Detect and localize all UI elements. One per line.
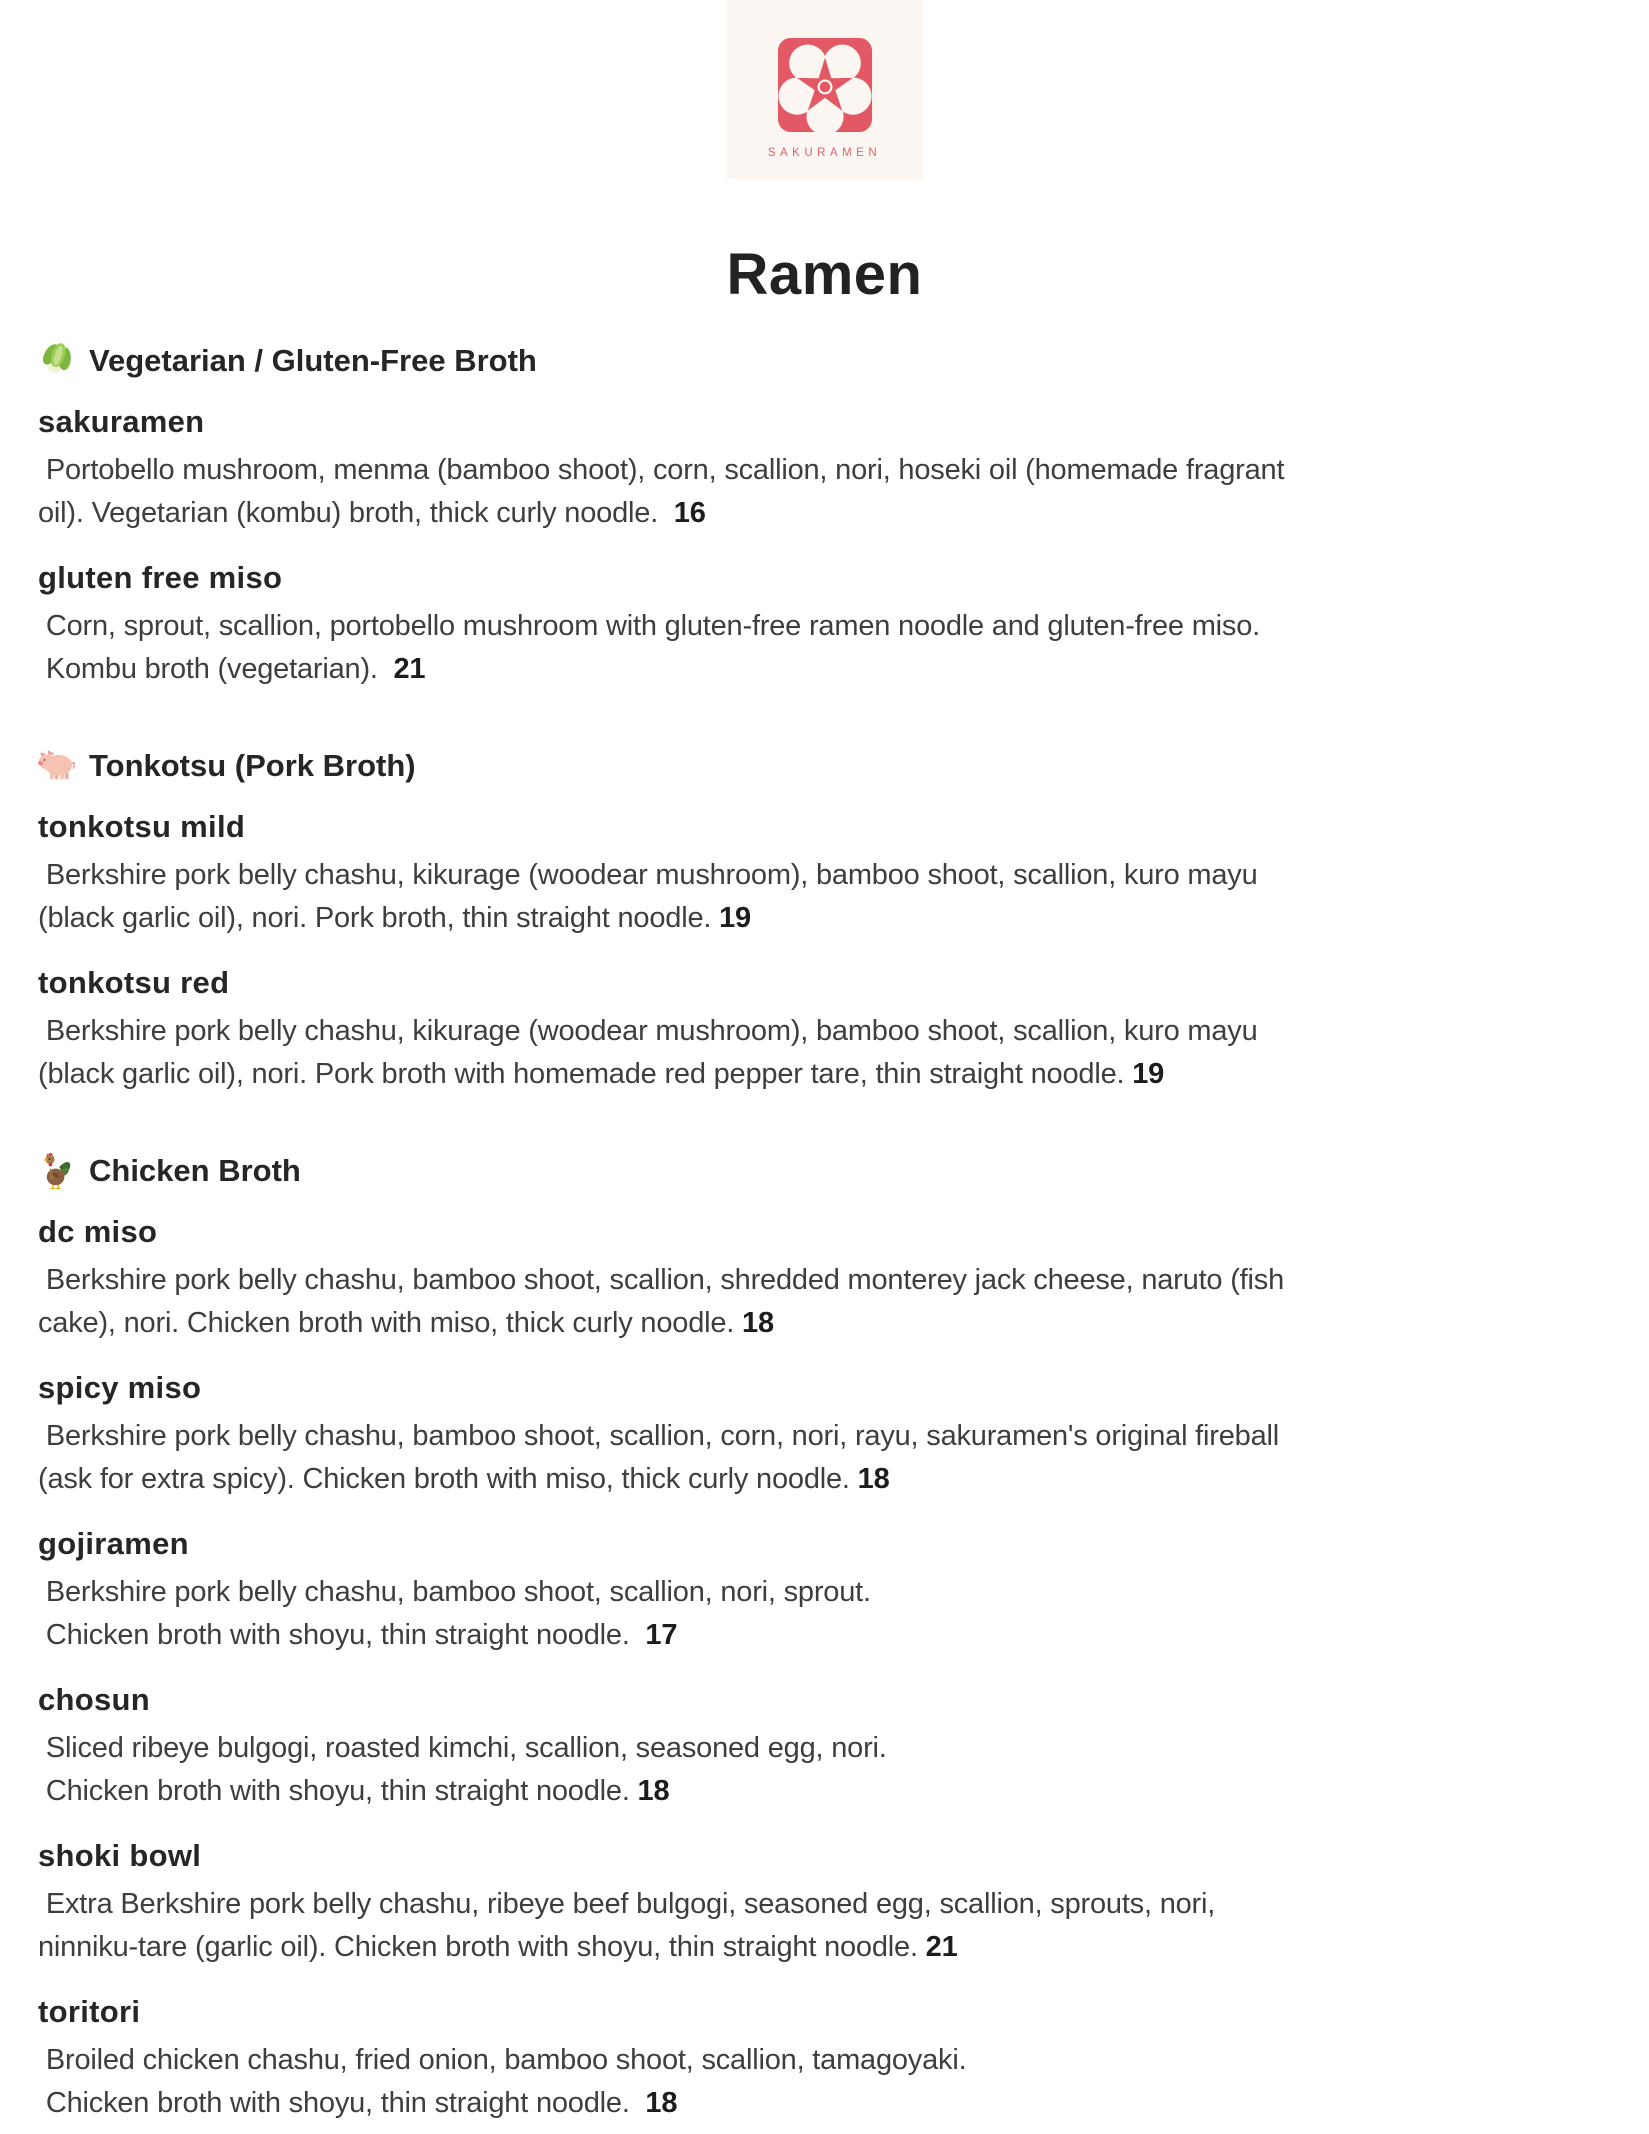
item-description (38, 1727, 1611, 1813)
item-description (38, 1415, 1611, 1501)
item-price: 16 (673, 497, 706, 529)
description-text: Berkshire pork belly chashu, kikurage (woodear mushroom), bamboo shoot, scallion, kuro mayu (38, 1015, 1258, 1047)
description-line (38, 1302, 1611, 1345)
description-line (38, 1571, 1611, 1614)
item-description (38, 1883, 1611, 1969)
menu-item (38, 1370, 1611, 1501)
description-text: oil). Vegetarian (kombu) broth, thick curly noodle. (38, 497, 674, 529)
description-text: ninniku-tare (garlic oil). Chicken broth with shoyu, thin straight noodle. (38, 1931, 926, 1963)
item-price: 19 (1132, 1058, 1165, 1090)
description-line (38, 1053, 1611, 1096)
item-description (38, 605, 1611, 691)
item-price: 18 (857, 1463, 890, 1495)
description-line (38, 1259, 1611, 1302)
description-line (38, 449, 1611, 492)
description-line (38, 854, 1611, 897)
description-text: Extra Berkshire pork belly chashu, ribeye beef bulgogi, seasoned egg, scallion, sprouts, nori, (38, 1888, 1216, 1920)
description-line (38, 1458, 1611, 1501)
menu (0, 342, 1649, 2125)
description-text: Berkshire pork belly chashu, bamboo shoot, scallion, shredded monterey jack cheese, naruto (fish (38, 1264, 1284, 1296)
description-line (38, 1010, 1611, 1053)
menu-section-tonkotsu (38, 747, 1611, 1096)
menu-item (38, 560, 1611, 691)
description-text: Chicken broth with shoyu, thin straight noodle. (38, 1775, 638, 1807)
description-text: Portobello mushroom, menma (bamboo shoot), corn, scallion, nori, hoseki oil (homemade fragrant (38, 454, 1285, 486)
section-header (38, 342, 1611, 379)
description-line (38, 2082, 1611, 2125)
logo-card (727, 0, 923, 179)
section-header (38, 1152, 1611, 1189)
menu-item (38, 1526, 1611, 1657)
item-price: 21 (393, 653, 426, 685)
description-text: Broiled chicken chashu, fried onion, bamboo shoot, scallion, tamagoyaki. (38, 2044, 967, 2076)
menu-item (38, 1994, 1611, 2125)
item-price: 17 (645, 1619, 678, 1651)
description-line (38, 1415, 1611, 1458)
description-text: cake), nori. Chicken broth with miso, thick curly noodle. (38, 1307, 743, 1339)
description-line (38, 492, 1611, 535)
description-text: Berkshire pork belly chashu, bamboo shoot, scallion, nori, sprout. (38, 1576, 871, 1608)
description-text: Chicken broth with shoyu, thin straight noodle. (38, 2087, 646, 2119)
item-price: 18 (645, 2087, 678, 2119)
menu-section-vegetarian-gluten-free (38, 342, 1611, 691)
description-text: Berkshire pork belly chashu, bamboo shoot, scallion, corn, nori, rayu, sakuramen's original fireball (38, 1420, 1280, 1452)
item-price: 18 (742, 1307, 774, 1339)
item-description (38, 449, 1611, 535)
item-description (38, 854, 1611, 940)
menu-item (38, 1838, 1611, 1969)
section-header (38, 747, 1611, 784)
item-name: toritori (38, 1994, 141, 2029)
item-price: 19 (719, 902, 751, 934)
item-name: shoki bowl (38, 1838, 202, 1873)
pig-icon (38, 747, 75, 784)
item-name: dc miso (38, 1214, 158, 1249)
description-text: Chicken broth with shoyu, thin straight noodle. (38, 1619, 646, 1651)
item-description (38, 2039, 1611, 2125)
description-line (38, 648, 1611, 691)
description-line (38, 1883, 1611, 1926)
rooster-icon (38, 1152, 75, 1189)
menu-item (38, 965, 1611, 1096)
logo-header (0, 0, 1649, 179)
description-text: Corn, sprout, scallion, portobello mushroom with gluten-free ramen noodle and gluten-free miso. (38, 610, 1260, 642)
description-text: Berkshire pork belly chashu, kikurage (woodear mushroom), bamboo shoot, scallion, kuro mayu (38, 859, 1258, 891)
description-text: Sliced ribeye bulgogi, roasted kimchi, scallion, seasoned egg, nori. (38, 1732, 887, 1764)
description-line (38, 1770, 1611, 1813)
leafy-green-icon (38, 342, 75, 379)
menu-section-chicken-broth (38, 1152, 1611, 2125)
item-name: gluten free miso (38, 560, 283, 595)
description-text: (black garlic oil), nori. Pork broth, thin straight noodle. (38, 902, 720, 934)
item-name: gojiramen (38, 1526, 189, 1561)
menu-item (38, 809, 1611, 940)
menu-item (38, 1214, 1611, 1345)
section-title: Chicken Broth (89, 1152, 301, 1188)
section-title: Tonkotsu (Pork Broth) (89, 747, 416, 783)
item-description (38, 1010, 1611, 1096)
item-description (38, 1259, 1611, 1345)
logo-brand-text: SAKURAMEN (767, 147, 882, 159)
item-name: spicy miso (38, 1370, 202, 1405)
description-text: Kombu broth (vegetarian). (38, 653, 394, 685)
description-text: (black garlic oil), nori. Pork broth with homemade red pepper tare, thin straight noodle. (38, 1058, 1133, 1090)
menu-item (38, 404, 1611, 535)
description-text: (ask for extra spicy). Chicken broth with miso, thick curly noodle. (38, 1463, 858, 1495)
description-line (38, 1926, 1611, 1969)
description-line (38, 2039, 1611, 2082)
item-description (38, 1571, 1611, 1657)
description-line (38, 1614, 1611, 1657)
sakuramen-logo-icon (776, 121, 874, 138)
page-title: Ramen (726, 242, 923, 307)
menu-item (38, 1682, 1611, 1813)
description-line (38, 1727, 1611, 1770)
item-price: 18 (637, 1775, 670, 1807)
item-name: tonkotsu red (38, 965, 230, 1000)
item-name: tonkotsu mild (38, 809, 246, 844)
description-line (38, 897, 1611, 940)
description-line (38, 605, 1611, 648)
item-name: chosun (38, 1682, 151, 1717)
item-name: sakuramen (38, 404, 205, 439)
section-title: Vegetarian / Gluten-Free Broth (89, 342, 537, 378)
item-price: 21 (925, 1931, 958, 1963)
